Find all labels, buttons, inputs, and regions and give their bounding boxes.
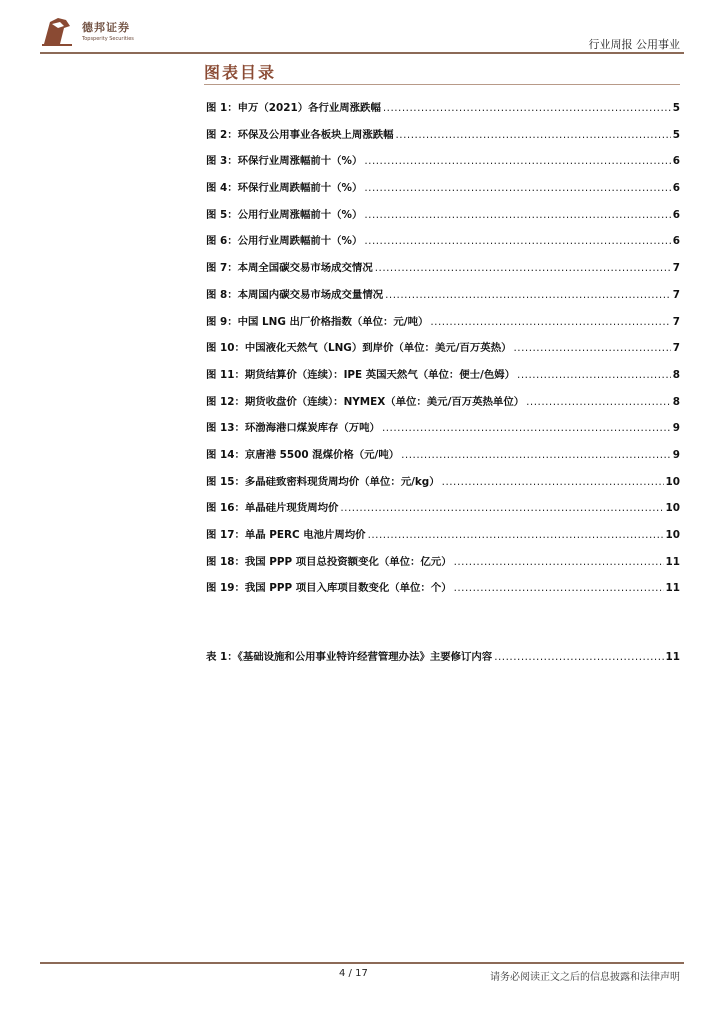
toc-leader-dots: [454, 556, 664, 568]
title-divider: [204, 84, 680, 85]
report-category: 行业周报 公用事业: [588, 38, 680, 51]
toc-entry[interactable]: [206, 179, 680, 206]
toc-entry[interactable]: [206, 393, 680, 420]
toc-entry[interactable]: [206, 473, 680, 500]
toc-entry-page: 7: [672, 288, 680, 301]
toc-leader-dots: [364, 155, 670, 167]
toc-entry-label: 图 14：京唐港 5500 混煤价格（元/吨）: [206, 448, 400, 461]
toc-entry-label: 表 1：《基础设施和公用事业特许经营管理办法》主要修订内容: [206, 651, 493, 663]
toc-entry-label: 图 9：中国 LNG 出厂价格指数（单位：元/吨）: [206, 315, 429, 328]
toc-entry[interactable]: [206, 286, 680, 313]
toc-entry[interactable]: [206, 579, 680, 606]
toc-leader-dots: [375, 262, 671, 274]
toc-entry[interactable]: [206, 526, 680, 553]
header-divider: [40, 52, 684, 54]
toc-entry[interactable]: [206, 259, 680, 286]
toc-leader-dots: [385, 289, 671, 301]
toc-leader-dots: [430, 316, 670, 328]
toc-entry-label: 图 3：环保行业周涨幅前十（%）: [206, 155, 363, 168]
toc-entry-page: 5: [672, 102, 680, 114]
toc-entry[interactable]: [206, 446, 680, 473]
toc-leader-dots: [454, 582, 664, 594]
toc-entry-label: 图 19：我国 PPP 项目入库项目数变化（单位：个）: [206, 582, 452, 595]
toc-entry[interactable]: [206, 206, 680, 233]
toc-leader-dots: [364, 209, 670, 221]
toc-entry-page: 8: [672, 368, 680, 381]
toc-leader-dots: [396, 129, 671, 141]
toc-leader-dots: [401, 449, 671, 461]
toc-entry-page: 11: [665, 651, 680, 663]
toc-leader-dots: [368, 529, 664, 541]
toc-entry-page: 7: [672, 262, 680, 275]
toc-entry-label: 图 12：期货收盘价（连续）：NYMEX（单位：美元/百万英热单位）: [206, 395, 525, 408]
toc-entry[interactable]: [206, 366, 680, 393]
toc-entry[interactable]: [206, 152, 680, 179]
toc-entry[interactable]: [206, 499, 680, 526]
toc-entry-label: 图 16：单晶硅片现货周均价: [206, 502, 339, 515]
toc-entry[interactable]: [206, 553, 680, 580]
figure-list: [206, 99, 680, 606]
toc-leader-dots: [494, 651, 663, 663]
toc-entry[interactable]: [206, 419, 680, 446]
toc-entry-page: 6: [672, 235, 680, 248]
toc-entry-label: 图 11：期货结算价（连续）：IPE 英国天然气（单位：便士/色姆）: [206, 368, 516, 381]
toc-entry-label: 图 4：环保行业周跌幅前十（%）: [206, 182, 363, 195]
page-number: 4 / 17: [339, 968, 368, 979]
toc-leader-dots: [442, 476, 664, 488]
toc-leader-dots: [340, 502, 663, 514]
toc-entry-page: 8: [672, 395, 680, 408]
logo-english-text: Topsperity Securities: [82, 36, 134, 42]
toc-leader-dots: [383, 102, 671, 114]
toc-entry-label: 图 6：公用行业周跌幅前十（%）: [206, 235, 363, 248]
toc-entry[interactable]: [206, 126, 680, 153]
toc-entry-label: 图 8：本周国内碳交易市场成交量情况: [206, 288, 384, 301]
footer-divider: [40, 962, 684, 964]
toc-leader-dots: [382, 422, 671, 434]
table-list: [206, 648, 680, 675]
toc-entry-page: 10: [665, 529, 680, 541]
toc-entry-page: 10: [665, 475, 680, 488]
toc-entry-label: 图 5：公用行业周涨幅前十（%）: [206, 208, 363, 221]
toc-entry-page: 7: [672, 315, 680, 328]
logo-chinese-text: 德邦证券: [82, 21, 130, 34]
toc-entry-page: 6: [672, 182, 680, 195]
toc-leader-dots: [526, 396, 671, 408]
company-logo-icon: [40, 14, 74, 48]
toc-entry[interactable]: [206, 313, 680, 340]
toc-entry-label: 图 7：本周全国碳交易市场成交情况: [206, 262, 373, 275]
toc-entry-page: 6: [672, 155, 680, 168]
toc-entry-page: 11: [665, 582, 680, 595]
toc-entry-label: 图 10：中国液化天然气（LNG）到岸价（单位：美元/百万英热）: [206, 342, 512, 355]
toc-entry-label: 图 13：环渤海港口煤炭库存（万吨）: [206, 422, 380, 435]
toc-entry-page: 9: [672, 422, 680, 435]
toc-entry-label: 图 17：单晶 PERC 电池片周均价: [206, 529, 366, 541]
toc-entry-label: 图 2：环保及公用事业各板块上周涨跌幅: [206, 128, 394, 141]
toc-leader-dots: [364, 235, 670, 247]
toc-entry-label: 图 1：申万（2021）各行业周涨跌幅: [206, 102, 381, 114]
toc-entry-page: 11: [665, 555, 680, 568]
toc-entry[interactable]: [206, 232, 680, 259]
toc-entry-page: 5: [672, 128, 680, 141]
toc-entry-page: 7: [672, 342, 680, 355]
toc-entry-page: 10: [665, 502, 680, 515]
disclaimer-note: 请务必阅读正文之后的信息披露和法律声明: [490, 972, 680, 983]
toc-entry[interactable]: [206, 339, 680, 366]
toc-leader-dots: [517, 369, 671, 381]
toc-entry[interactable]: [206, 648, 680, 675]
toc-leader-dots: [513, 342, 670, 354]
toc-entry-page: 6: [672, 208, 680, 221]
toc-entry[interactable]: [206, 99, 680, 126]
toc-title: 图表目录: [204, 63, 277, 82]
toc-entry-page: 9: [672, 448, 680, 461]
company-logo: [40, 14, 140, 48]
toc-entry-label: 图 18：我国 PPP 项目总投资额变化（单位：亿元）: [206, 555, 452, 568]
toc-leader-dots: [364, 182, 670, 194]
toc-entry-label: 图 15：多晶硅致密料现货周均价（单位：元/kg）: [206, 475, 440, 488]
